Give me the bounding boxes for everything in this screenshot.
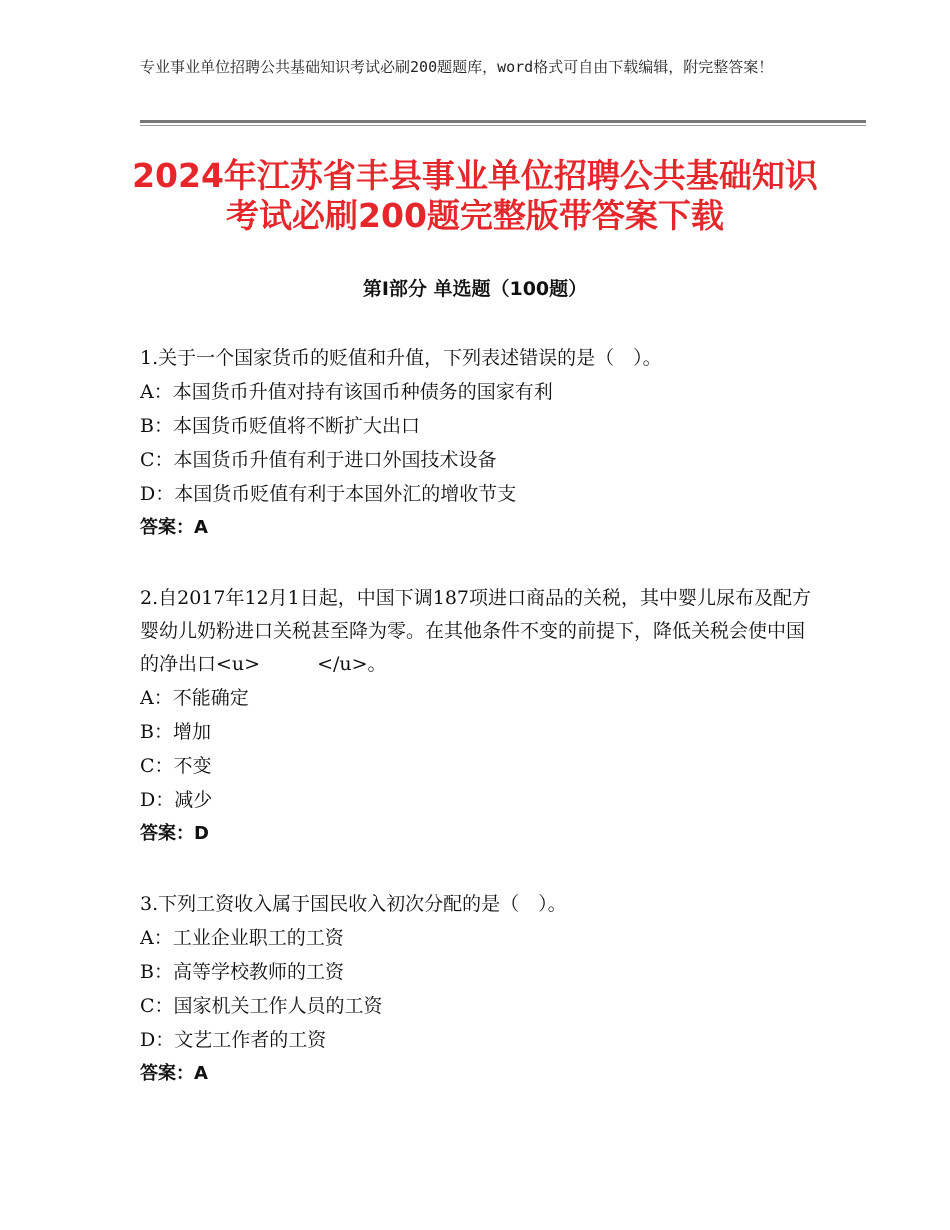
question-1 [140, 342, 820, 545]
option-b: B：本国货币贬值将不断扩大出口 [140, 415, 420, 437]
option-c: C：不变 [140, 755, 212, 777]
question-stem: 1.关于一个国家货币的贬值和升值，下列表述错误的是（ ）。 [140, 347, 662, 369]
document-title: 2024年江苏省丰县事业单位招聘公共基础知识考试必刷200题完整版带答案下载 [132, 156, 818, 235]
option-a: A：本国货币升值对持有该国币种债务的国家有利 [140, 381, 553, 403]
option-a: A：不能确定 [140, 687, 249, 709]
option-c: C：本国货币升值有利于进口外国技术设备 [140, 449, 497, 471]
option-a: A：工业企业职工的工资 [140, 927, 344, 949]
answer: 答案：A [140, 517, 208, 538]
option-c: C：国家机关工作人员的工资 [140, 995, 383, 1017]
option-d: D：文艺工作者的工资 [140, 1029, 327, 1051]
question-stem: 3.下列工资收入属于国民收入初次分配的是（ ）。 [140, 893, 567, 915]
answer: 答案：D [140, 823, 209, 844]
question-stem: 2.自2017年12月1日起，中国下调187项进口商品的关税，其中婴儿尿布及配方婴幼儿奶粉进口关税甚至降为零。在其他条件不变的前提下，降低关税会使中国的净出口<u> </u>。 [140, 587, 812, 675]
option-d: D：本国货币贬值有利于本国外汇的增收节支 [140, 483, 517, 505]
option-b: B：高等学校教师的工资 [140, 961, 344, 983]
header-divider-thick [140, 120, 866, 123]
question-3 [140, 888, 820, 1091]
option-d: D：减少 [140, 789, 213, 811]
answer: 答案：A [140, 1063, 208, 1084]
header-divider-thin [140, 125, 866, 126]
question-2 [140, 582, 820, 851]
header-note: 专业事业单位招聘公共基础知识考试必刷200题题库，word格式可自由下载编辑，附完整答案！ [140, 58, 774, 76]
option-b: B：增加 [140, 721, 211, 743]
section-heading: 第Ⅰ部分 单选题（100题） [362, 278, 588, 300]
